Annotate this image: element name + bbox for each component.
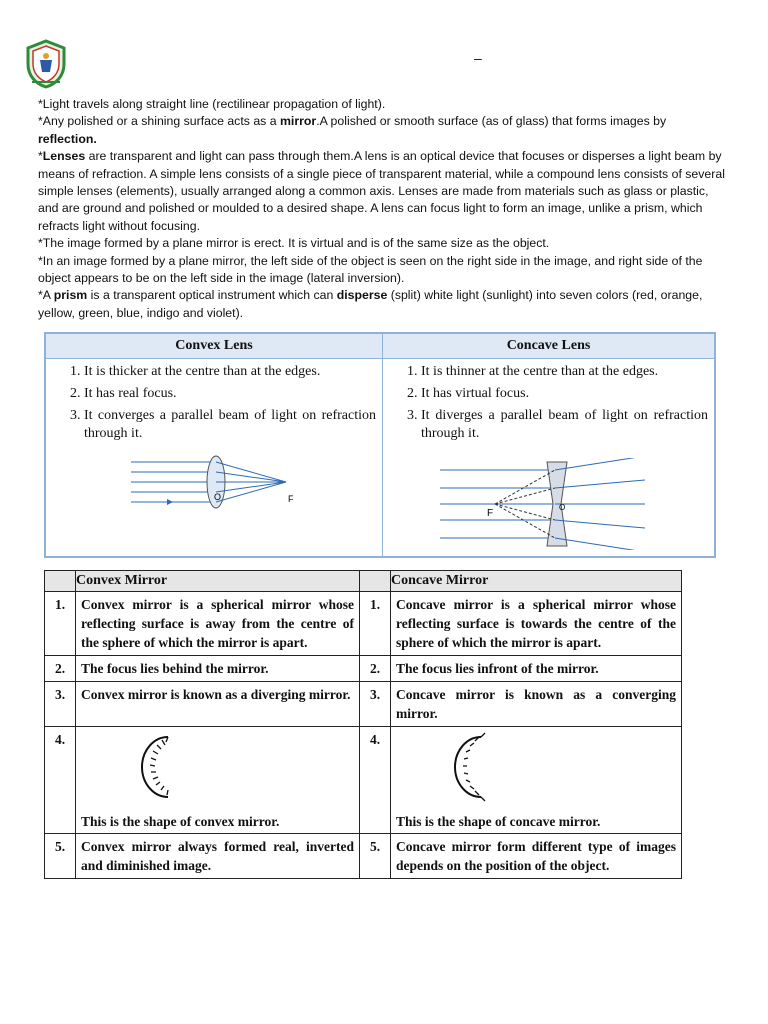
notes-section	[38, 96, 728, 322]
row-number: 4.	[45, 727, 76, 834]
concave-cell: Concave mirror form different type of images depends on the position of the object.	[391, 834, 682, 879]
concave-shape-cell	[391, 727, 682, 834]
note-paragraph	[38, 148, 728, 235]
table-row	[45, 656, 682, 682]
concave-shape-caption: This is the shape of concave mirror.	[396, 814, 601, 829]
convex-mirror-shape	[76, 727, 356, 805]
list-item: 1. It is thicker at the centre than at the edges.	[84, 363, 376, 381]
convex-cell: Convex mirror always formed real, inverted and diminished image.	[76, 834, 360, 879]
row-number: 4.	[360, 727, 391, 834]
convex-mirror-heading: Convex Mirror	[76, 571, 360, 592]
row-number: 1.	[360, 592, 391, 656]
header-blank	[45, 571, 76, 592]
note-bold-term: mirror	[279, 114, 317, 129]
note-text: .A polished or smooth surface (as of glass) that forms images by	[316, 114, 667, 129]
note-text: *A	[38, 288, 54, 303]
list-item: 2. It has real focus.	[84, 385, 376, 403]
note-text: *The image formed by a plane mirror is erect. It is virtual and is of the same size as the object.	[38, 236, 550, 251]
lens-center-label: O	[214, 492, 222, 502]
note-paragraph	[38, 235, 728, 252]
table-row	[45, 727, 682, 834]
convex-lens-heading: Convex Lens	[46, 334, 382, 359]
convex-lens-column	[46, 334, 383, 556]
list-item: 2. It has virtual focus.	[421, 385, 708, 403]
concave-cell: The focus lies infront of the mirror.	[391, 656, 682, 682]
note-bold-term: prism	[53, 288, 88, 303]
convex-cell: Convex mirror is known as a diverging mirror.	[76, 682, 360, 727]
note-text: is a transparent optical instrument which can	[87, 288, 337, 303]
note-text: (split) white light (sunlight) into seven colors (red, orange, yellow, green, blue, indigo and violet).	[38, 288, 703, 320]
table-row	[45, 592, 682, 656]
concave-cell: Concave mirror is a spherical mirror whose reflecting surface is towards the centre of the sphere of which the mirror is apart.	[391, 592, 682, 656]
table-row	[45, 682, 682, 727]
list-item: 3. It converges a parallel beam of light on refraction through it.	[84, 407, 376, 443]
convex-lens-list	[46, 363, 382, 443]
note-paragraph	[38, 96, 728, 113]
lens-focus-label: F	[487, 508, 494, 519]
lens-focus-label: F	[288, 494, 294, 504]
row-number: 5.	[360, 834, 391, 879]
concave-lens-heading: Concave Lens	[383, 334, 714, 359]
concave-lens-column	[383, 334, 714, 556]
note-bold-term: Lenses	[42, 149, 86, 164]
convex-cell: Convex mirror is a spherical mirror whose reflecting surface is away from the centre of the sphere of which the mirror is apart.	[76, 592, 360, 656]
list-item: 3. It diverges a parallel beam of light on refraction through it.	[421, 407, 708, 443]
row-number: 5.	[45, 834, 76, 879]
concave-mirror-shape	[391, 727, 681, 805]
row-number: 1.	[45, 592, 76, 656]
concave-lens-diagram	[435, 458, 655, 550]
convex-cell: The focus lies behind the mirror.	[76, 656, 360, 682]
concave-lens-list	[383, 363, 714, 443]
note-paragraph	[38, 113, 728, 148]
convex-lens-diagram	[126, 454, 306, 510]
note-text: *	[38, 149, 43, 164]
lens-center-label: O	[559, 503, 566, 512]
note-bold-term: reflection.	[38, 131, 97, 146]
header-dash: –	[474, 50, 482, 66]
mirror-comparison-table	[44, 570, 682, 879]
note-text: *In an image formed by a plane mirror, the left side of the object is seen on the right side in the image, and right side of the object appears to be on the left side in the image (lateral inversion).	[38, 253, 703, 286]
note-paragraph	[38, 287, 728, 322]
list-item: 1. It is thinner at the centre than at the edges.	[421, 363, 708, 381]
concave-cell: Concave mirror is known as a converging mirror.	[391, 682, 682, 727]
row-number: 2.	[45, 656, 76, 682]
table-row	[45, 834, 682, 879]
note-bold-term: disperse	[336, 288, 388, 303]
school-crest-logo	[20, 38, 72, 90]
row-number: 3.	[45, 682, 76, 727]
note-text: *Light travels along straight line (rectilinear propagation of light).	[38, 97, 386, 111]
note-text: are transparent and light can pass through them.A lens is an optical device that focuses or disperses a light beam by means of refraction. A simple lens consists of a single piece of transparent material, while a compound lens consists of several simple lenses (elements), usually arranged along a common axis. Lenses are made from materials such as glass or plastic, and are ground and polished or moulded to a desired shape. A lens can focus light to form an image, unlike a prism, which refracts light without focusing.	[38, 149, 725, 233]
concave-mirror-heading: Concave Mirror	[391, 571, 682, 592]
row-number: 2.	[360, 656, 391, 682]
note-paragraph	[38, 253, 728, 288]
convex-shape-cell	[76, 727, 360, 834]
row-number: 3.	[360, 682, 391, 727]
lens-comparison-table	[44, 332, 716, 558]
note-text: *Any polished or a shining surface acts as a	[38, 114, 280, 129]
convex-shape-caption: This is the shape of convex mirror.	[81, 814, 280, 829]
header-blank	[360, 571, 391, 592]
